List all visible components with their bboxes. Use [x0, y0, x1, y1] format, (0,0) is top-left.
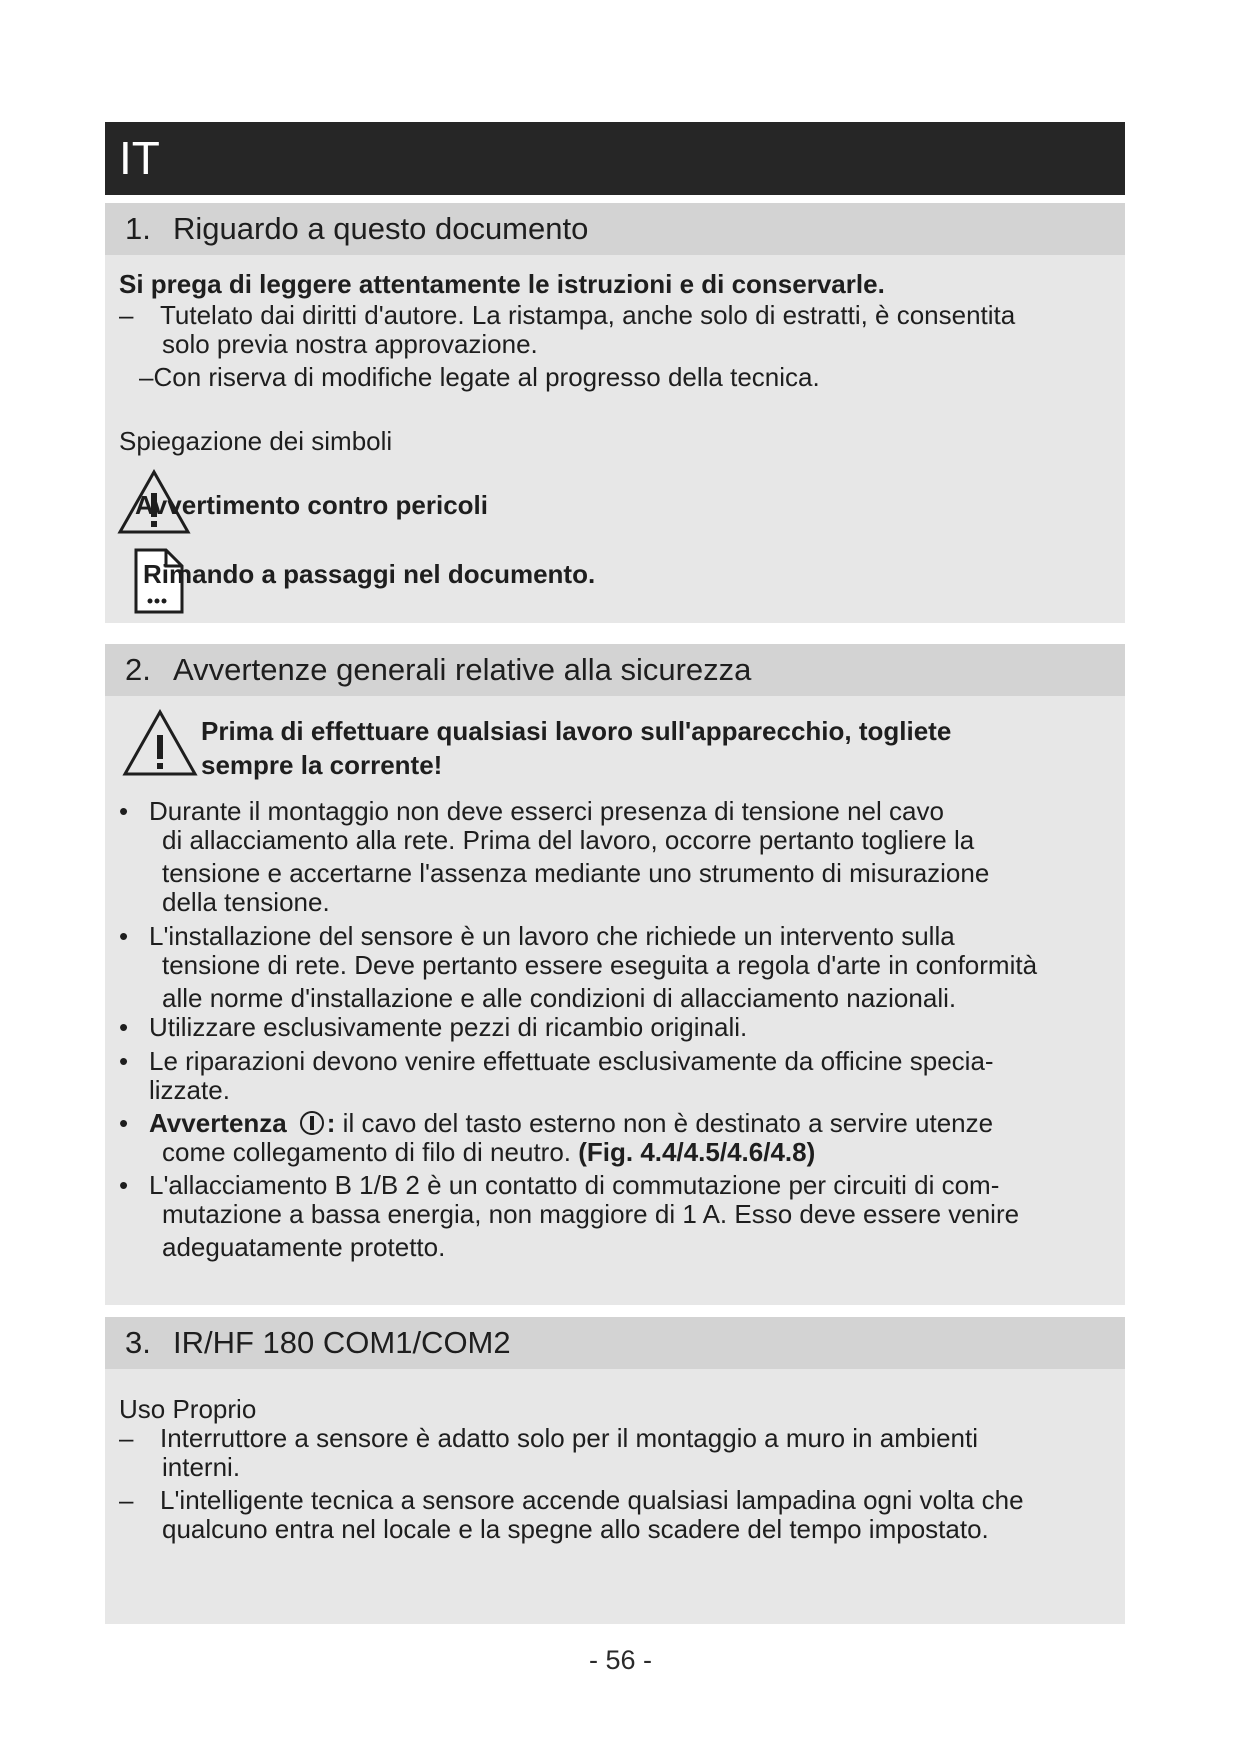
section-3-title: IR/HF 180 COM1/COM2: [173, 1325, 511, 1360]
dash-marker: –: [119, 1423, 134, 1453]
section-1-title: Riguardo a questo documento: [173, 211, 589, 246]
safety-item-1-line-4: della tensione.: [162, 887, 330, 917]
language-bar: [105, 122, 1125, 195]
safety-item-1-line-3: tensione e accertarne l'assenza mediante uno strumento di misurazione: [162, 858, 990, 888]
power-off-warning-line-2: sempre la corrente!: [201, 750, 443, 780]
dash-marker: –: [119, 300, 134, 330]
section-1-item-2: –Con riserva di modifiche legate al progresso della tecnica.: [139, 362, 820, 392]
bullet-marker: •: [119, 1170, 129, 1200]
safety-item-6-line-2: mutazione a bassa energia, non maggiore di 1 A. Esso deve essere venire: [162, 1199, 1020, 1229]
avvertenza-text: il cavo del tasto esterno non è destinato a servire utenze: [335, 1108, 994, 1138]
section-3-header: [105, 1317, 1125, 1369]
section-1-item-1-line-1: Tutelato dai diritti d'autore. La ristampa, anche solo di estratti, è consentita: [160, 300, 1016, 330]
bullet-marker: •: [119, 1012, 129, 1042]
figure-reference: (Fig. 4.4/4.5/4.6/4.8): [578, 1137, 816, 1167]
section-1-intro: Si prega di leggere attentamente le istruzioni e di conservarle.: [119, 269, 885, 299]
section-1-header: [105, 203, 1125, 255]
symbol-reference-label: Rimando a passaggi nel documento.: [143, 559, 596, 589]
intended-use-heading: Uso Proprio: [119, 1394, 257, 1424]
language-code: IT: [119, 132, 160, 184]
section-1-item-1-line-2: solo previa nostra approvazione.: [162, 329, 538, 359]
use-item-2-line-2: qualcuno entra nel locale e la spegne allo scadere del tempo impostato.: [162, 1514, 989, 1544]
bullet-marker: •: [119, 921, 129, 951]
use-item-2-line-1: L'intelligente tecnica a sensore accende qualsiasi lampadina ogni volta che: [160, 1485, 1024, 1515]
power-off-warning-line-1: Prima di effettuare qualsiasi lavoro sull'apparecchio, togliete: [201, 716, 952, 746]
safety-item-4-line-1: Le riparazioni devono venire effettuate esclusivamente da officine specia-: [149, 1046, 994, 1076]
section-2-number: 2.: [125, 652, 151, 687]
neutral-wire-text: come collegamento di filo di neutro.: [162, 1137, 572, 1167]
section-2-title: Avvertenze generali relative alla sicurezza: [173, 652, 752, 687]
external-button-icon: [299, 1110, 325, 1136]
safety-item-3-line-1: Utilizzare esclusivamente pezzi di ricambio originali.: [149, 1012, 748, 1042]
symbol-warning-label: Avvertimento contro pericoli: [135, 490, 488, 520]
warning-triangle-icon: [122, 709, 198, 777]
bullet-marker: •: [119, 796, 129, 826]
section-safety-warnings: [105, 644, 1125, 1305]
section-2-header: [105, 644, 1125, 696]
bullet-marker: •: [119, 1046, 129, 1076]
avvertenza-label: Avvertenza: [149, 1108, 287, 1138]
section-1-number: 1.: [125, 211, 151, 246]
safety-item-6-line-3: adeguatamente protetto.: [162, 1232, 446, 1262]
safety-item-1-line-2: di allacciamento alla rete. Prima del lavoro, occorre pertanto togliere la: [162, 825, 975, 855]
safety-item-1-line-1: Durante il montaggio non deve esserci presenza di tensione nel cavo: [149, 796, 944, 826]
safety-item-2-line-3: alle norme d'installazione e alle condizioni di allacciamento nazionali.: [162, 983, 957, 1013]
symbols-heading: Spiegazione dei simboli: [119, 426, 393, 456]
section-about-document: [105, 203, 1125, 623]
page-number: - 56 -: [588, 1645, 653, 1675]
bullet-marker: •: [119, 1108, 129, 1138]
safety-item-6-line-1: L'allacciamento B 1/B 2 è un contatto di commutazione per circuiti di com-: [149, 1170, 1000, 1200]
use-item-1-line-2: interni.: [162, 1452, 241, 1482]
safety-item-2-line-1: L'installazione del sensore è un lavoro che richiede un intervento sulla: [149, 921, 955, 951]
safety-item-2-line-2: tensione di rete. Deve pertanto essere eseguita a regola d'arte in conformità: [162, 950, 1038, 980]
safety-item-5-line-1: [149, 1108, 993, 1138]
safety-item-4-line-2: lizzate.: [149, 1075, 230, 1105]
safety-item-5-line-2: [162, 1137, 815, 1167]
section-3-number: 3.: [125, 1325, 151, 1360]
dash-marker: –: [119, 1485, 134, 1515]
section-product-info: [105, 1317, 1125, 1624]
avvertenza-colon: :: [326, 1108, 336, 1138]
use-item-1-line-1: Interruttore a sensore è adatto solo per il montaggio a muro in ambienti: [160, 1423, 979, 1453]
